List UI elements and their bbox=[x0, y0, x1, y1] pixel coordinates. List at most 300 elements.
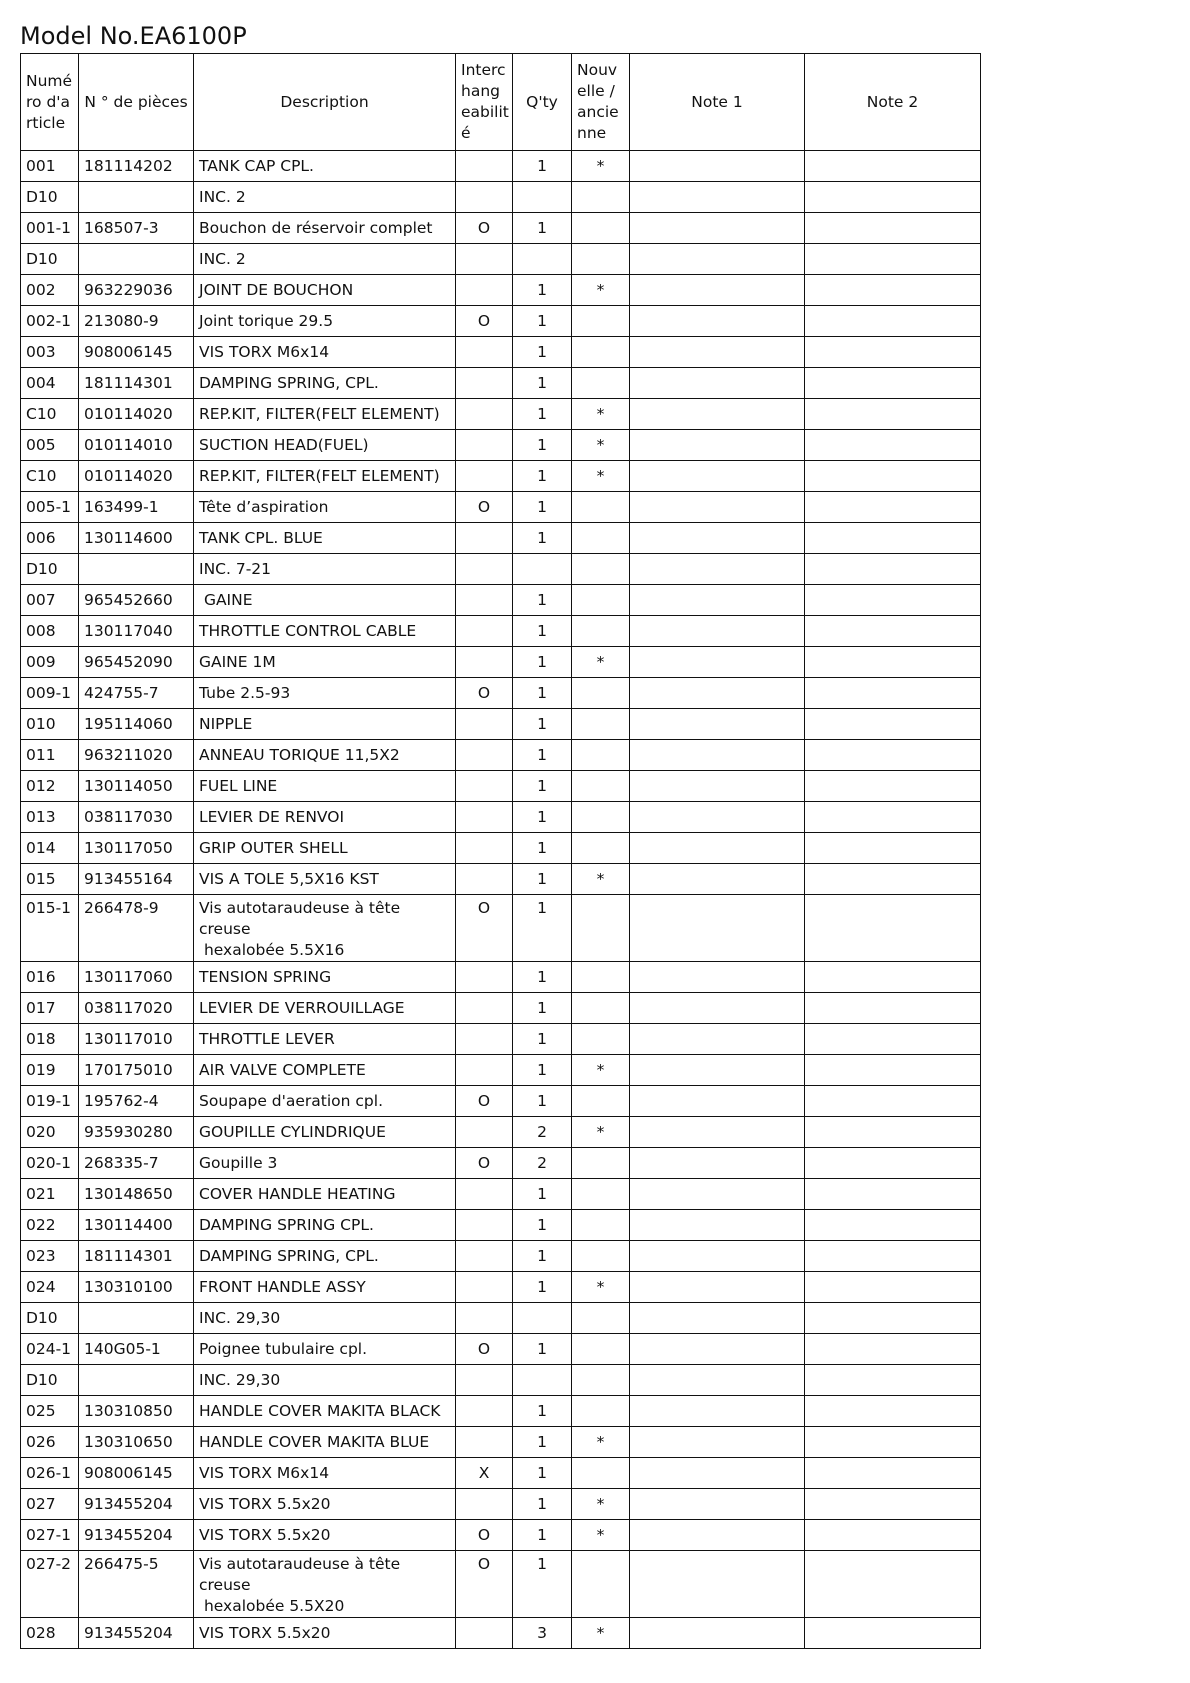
table-row bbox=[21, 1458, 981, 1489]
cell-description: REP.KIT, FILTER(FELT ELEMENT) bbox=[194, 399, 456, 430]
cell-part-no: 130310850 bbox=[79, 1396, 194, 1427]
cell-note2 bbox=[805, 1024, 981, 1055]
cell-note1 bbox=[630, 244, 805, 275]
cell-interchangeability bbox=[456, 1427, 513, 1458]
page-title: Model No.EA6100P bbox=[20, 22, 247, 50]
cell-note1 bbox=[630, 368, 805, 399]
cell-note1 bbox=[630, 337, 805, 368]
cell-note2 bbox=[805, 771, 981, 802]
cell-description: DAMPING SPRING, CPL. bbox=[194, 368, 456, 399]
cell-new-old: * bbox=[572, 647, 630, 678]
cell-part-no: 908006145 bbox=[79, 337, 194, 368]
cell-new-old bbox=[572, 771, 630, 802]
table-row bbox=[21, 962, 981, 993]
cell-interchangeability bbox=[456, 709, 513, 740]
cell-note1 bbox=[630, 833, 805, 864]
cell-note2 bbox=[805, 368, 981, 399]
cell-note2 bbox=[805, 1272, 981, 1303]
cell-interchangeability bbox=[456, 993, 513, 1024]
cell-part-no: 130148650 bbox=[79, 1179, 194, 1210]
cell-part-no: 908006145 bbox=[79, 1458, 194, 1489]
parts-table bbox=[20, 53, 981, 1649]
cell-note1 bbox=[630, 802, 805, 833]
cell-note2 bbox=[805, 616, 981, 647]
cell-qty: 1 bbox=[513, 492, 572, 523]
cell-note2 bbox=[805, 864, 981, 895]
table-row bbox=[21, 182, 981, 213]
table-row bbox=[21, 275, 981, 306]
cell-description: VIS TORX 5.5x20 bbox=[194, 1489, 456, 1520]
cell-item-no: 002 bbox=[21, 275, 79, 306]
cell-new-old bbox=[572, 616, 630, 647]
cell-interchangeability: O bbox=[456, 1086, 513, 1117]
cell-part-no: 130114050 bbox=[79, 771, 194, 802]
cell-note1 bbox=[630, 1241, 805, 1272]
table-row bbox=[21, 709, 981, 740]
cell-interchangeability bbox=[456, 1396, 513, 1427]
table-row bbox=[21, 1489, 981, 1520]
cell-qty: 1 bbox=[513, 306, 572, 337]
cell-part-no: 163499-1 bbox=[79, 492, 194, 523]
cell-interchangeability bbox=[456, 864, 513, 895]
cell-note1 bbox=[630, 1520, 805, 1551]
cell-description: GAINE 1M bbox=[194, 647, 456, 678]
cell-item-no: 012 bbox=[21, 771, 79, 802]
table-row bbox=[21, 461, 981, 492]
cell-qty: 1 bbox=[513, 740, 572, 771]
cell-description: SUCTION HEAD(FUEL) bbox=[194, 430, 456, 461]
cell-qty: 1 bbox=[513, 213, 572, 244]
cell-interchangeability bbox=[456, 151, 513, 182]
cell-note2 bbox=[805, 802, 981, 833]
cell-item-no: 022 bbox=[21, 1210, 79, 1241]
cell-new-old: * bbox=[572, 1489, 630, 1520]
cell-description: THROTTLE CONTROL CABLE bbox=[194, 616, 456, 647]
cell-qty: 1 bbox=[513, 1210, 572, 1241]
cell-note1 bbox=[630, 1365, 805, 1396]
cell-interchangeability bbox=[456, 244, 513, 275]
cell-note1 bbox=[630, 993, 805, 1024]
cell-item-no: 017 bbox=[21, 993, 79, 1024]
cell-description: INC. 2 bbox=[194, 182, 456, 213]
cell-note2 bbox=[805, 833, 981, 864]
table-row bbox=[21, 864, 981, 895]
cell-interchangeability bbox=[456, 802, 513, 833]
cell-item-no: 008 bbox=[21, 616, 79, 647]
cell-part-no: 266475-5 bbox=[79, 1551, 194, 1618]
cell-note2 bbox=[805, 740, 981, 771]
cell-part-no: 130114400 bbox=[79, 1210, 194, 1241]
cell-interchangeability: O bbox=[456, 1520, 513, 1551]
cell-new-old: * bbox=[572, 430, 630, 461]
cell-note2 bbox=[805, 1303, 981, 1334]
table-row bbox=[21, 213, 981, 244]
cell-note1 bbox=[630, 1086, 805, 1117]
table-row bbox=[21, 1086, 981, 1117]
cell-description: TENSION SPRING bbox=[194, 962, 456, 993]
cell-qty: 1 bbox=[513, 1024, 572, 1055]
cell-qty: 1 bbox=[513, 1272, 572, 1303]
cell-interchangeability bbox=[456, 771, 513, 802]
cell-qty: 1 bbox=[513, 1458, 572, 1489]
cell-note1 bbox=[630, 616, 805, 647]
cell-note2 bbox=[805, 461, 981, 492]
cell-qty bbox=[513, 1365, 572, 1396]
cell-note1 bbox=[630, 182, 805, 213]
cell-description: REP.KIT, FILTER(FELT ELEMENT) bbox=[194, 461, 456, 492]
cell-qty: 1 bbox=[513, 1179, 572, 1210]
cell-item-no: D10 bbox=[21, 1365, 79, 1396]
cell-part-no: 213080-9 bbox=[79, 306, 194, 337]
table-row bbox=[21, 1055, 981, 1086]
cell-part-no: 913455204 bbox=[79, 1489, 194, 1520]
cell-item-no: 014 bbox=[21, 833, 79, 864]
cell-part-no: 130310650 bbox=[79, 1427, 194, 1458]
cell-item-no: 011 bbox=[21, 740, 79, 771]
cell-item-no: 003 bbox=[21, 337, 79, 368]
cell-qty: 1 bbox=[513, 1427, 572, 1458]
cell-item-no: 001-1 bbox=[21, 213, 79, 244]
cell-note2 bbox=[805, 1396, 981, 1427]
cell-part-no: 935930280 bbox=[79, 1117, 194, 1148]
cell-qty: 1 bbox=[513, 864, 572, 895]
cell-new-old bbox=[572, 182, 630, 213]
cell-part-no: 130117010 bbox=[79, 1024, 194, 1055]
cell-item-no: C10 bbox=[21, 461, 79, 492]
cell-qty: 1 bbox=[513, 399, 572, 430]
cell-note1 bbox=[630, 213, 805, 244]
cell-part-no: 963229036 bbox=[79, 275, 194, 306]
col-header-part-no: N ° de pièces bbox=[79, 54, 194, 151]
cell-new-old bbox=[572, 1334, 630, 1365]
cell-qty: 1 bbox=[513, 678, 572, 709]
cell-new-old bbox=[572, 1148, 630, 1179]
cell-new-old bbox=[572, 585, 630, 616]
table-row bbox=[21, 802, 981, 833]
cell-item-no: 027 bbox=[21, 1489, 79, 1520]
table-row bbox=[21, 678, 981, 709]
table-row bbox=[21, 1210, 981, 1241]
cell-interchangeability bbox=[456, 1365, 513, 1396]
cell-note1 bbox=[630, 678, 805, 709]
table-row bbox=[21, 993, 981, 1024]
cell-note1 bbox=[630, 1210, 805, 1241]
cell-part-no: 168507-3 bbox=[79, 213, 194, 244]
cell-new-old bbox=[572, 492, 630, 523]
cell-note1 bbox=[630, 1489, 805, 1520]
col-header-note1: Note 1 bbox=[630, 54, 805, 151]
cell-interchangeability bbox=[456, 461, 513, 492]
table-row bbox=[21, 1551, 981, 1618]
cell-description: INC. 29,30 bbox=[194, 1365, 456, 1396]
table-row bbox=[21, 1396, 981, 1427]
cell-note1 bbox=[630, 1618, 805, 1649]
table-row bbox=[21, 616, 981, 647]
parts-body bbox=[21, 151, 981, 1649]
col-header-interchangeability: Interc hang eabilit é bbox=[456, 54, 513, 151]
cell-description: Soupape d'aeration cpl. bbox=[194, 1086, 456, 1117]
cell-interchangeability bbox=[456, 833, 513, 864]
cell-new-old bbox=[572, 993, 630, 1024]
cell-note1 bbox=[630, 771, 805, 802]
cell-qty: 1 bbox=[513, 771, 572, 802]
cell-new-old bbox=[572, 709, 630, 740]
col-header-item-no: Numé ro d'a rticle bbox=[21, 54, 79, 151]
cell-new-old bbox=[572, 1396, 630, 1427]
cell-new-old: * bbox=[572, 1520, 630, 1551]
cell-note2 bbox=[805, 1210, 981, 1241]
cell-note2 bbox=[805, 1241, 981, 1272]
table-row bbox=[21, 1618, 981, 1649]
cell-qty: 1 bbox=[513, 275, 572, 306]
cell-note2 bbox=[805, 244, 981, 275]
cell-qty: 1 bbox=[513, 616, 572, 647]
cell-description: FUEL LINE bbox=[194, 771, 456, 802]
cell-interchangeability bbox=[456, 962, 513, 993]
cell-note2 bbox=[805, 430, 981, 461]
cell-interchangeability: O bbox=[456, 895, 513, 962]
cell-description: COVER HANDLE HEATING bbox=[194, 1179, 456, 1210]
cell-note1 bbox=[630, 709, 805, 740]
cell-interchangeability: O bbox=[456, 1334, 513, 1365]
cell-item-no: 013 bbox=[21, 802, 79, 833]
cell-item-no: 015 bbox=[21, 864, 79, 895]
cell-qty: 1 bbox=[513, 585, 572, 616]
cell-item-no: 016 bbox=[21, 962, 79, 993]
cell-note1 bbox=[630, 554, 805, 585]
cell-new-old: * bbox=[572, 1618, 630, 1649]
cell-part-no: 424755-7 bbox=[79, 678, 194, 709]
cell-item-no: 018 bbox=[21, 1024, 79, 1055]
cell-new-old bbox=[572, 1024, 630, 1055]
cell-qty: 1 bbox=[513, 1241, 572, 1272]
table-row bbox=[21, 740, 981, 771]
cell-item-no: 027-2 bbox=[21, 1551, 79, 1618]
cell-item-no: 023 bbox=[21, 1241, 79, 1272]
table-row bbox=[21, 1148, 981, 1179]
cell-item-no: C10 bbox=[21, 399, 79, 430]
cell-new-old bbox=[572, 306, 630, 337]
cell-new-old bbox=[572, 833, 630, 864]
cell-part-no: 130117040 bbox=[79, 616, 194, 647]
cell-description: VIS TORX 5.5x20 bbox=[194, 1520, 456, 1551]
table-row bbox=[21, 833, 981, 864]
cell-description: GRIP OUTER SHELL bbox=[194, 833, 456, 864]
cell-part-no: 130310100 bbox=[79, 1272, 194, 1303]
cell-item-no: 026-1 bbox=[21, 1458, 79, 1489]
cell-part-no bbox=[79, 554, 194, 585]
cell-qty: 1 bbox=[513, 647, 572, 678]
cell-description: THROTTLE LEVER bbox=[194, 1024, 456, 1055]
cell-note2 bbox=[805, 1117, 981, 1148]
cell-new-old bbox=[572, 802, 630, 833]
cell-description: Goupille 3 bbox=[194, 1148, 456, 1179]
cell-note1 bbox=[630, 1396, 805, 1427]
cell-interchangeability bbox=[456, 275, 513, 306]
table-row bbox=[21, 244, 981, 275]
cell-qty bbox=[513, 1303, 572, 1334]
table-row bbox=[21, 399, 981, 430]
table-row bbox=[21, 1241, 981, 1272]
cell-description: AIR VALVE COMPLETE bbox=[194, 1055, 456, 1086]
cell-note2 bbox=[805, 962, 981, 993]
cell-note1 bbox=[630, 1272, 805, 1303]
cell-new-old bbox=[572, 1365, 630, 1396]
cell-interchangeability: O bbox=[456, 492, 513, 523]
table-row bbox=[21, 306, 981, 337]
cell-note1 bbox=[630, 492, 805, 523]
table-row bbox=[21, 1520, 981, 1551]
cell-interchangeability: O bbox=[456, 678, 513, 709]
cell-new-old bbox=[572, 1179, 630, 1210]
cell-description: Vis autotaraudeuse à tête creuse hexalobée 5.5X20 bbox=[194, 1551, 456, 1618]
cell-note2 bbox=[805, 151, 981, 182]
cell-note1 bbox=[630, 1427, 805, 1458]
cell-description: ANNEAU TORIQUE 11,5X2 bbox=[194, 740, 456, 771]
cell-new-old bbox=[572, 1551, 630, 1618]
cell-interchangeability bbox=[456, 1117, 513, 1148]
cell-new-old bbox=[572, 523, 630, 554]
cell-item-no: D10 bbox=[21, 1303, 79, 1334]
cell-part-no: 963211020 bbox=[79, 740, 194, 771]
cell-new-old: * bbox=[572, 1117, 630, 1148]
cell-part-no: 181114301 bbox=[79, 1241, 194, 1272]
cell-part-no: 130117060 bbox=[79, 962, 194, 993]
cell-interchangeability bbox=[456, 368, 513, 399]
cell-part-no bbox=[79, 244, 194, 275]
cell-new-old: * bbox=[572, 1055, 630, 1086]
cell-item-no: 010 bbox=[21, 709, 79, 740]
cell-qty: 1 bbox=[513, 1551, 572, 1618]
cell-item-no: 002-1 bbox=[21, 306, 79, 337]
cell-qty: 1 bbox=[513, 523, 572, 554]
table-row bbox=[21, 1303, 981, 1334]
cell-qty: 1 bbox=[513, 1334, 572, 1365]
cell-description: Poignee tubulaire cpl. bbox=[194, 1334, 456, 1365]
cell-part-no: 965452660 bbox=[79, 585, 194, 616]
cell-part-no: 266478-9 bbox=[79, 895, 194, 962]
cell-note1 bbox=[630, 1024, 805, 1055]
cell-note2 bbox=[805, 678, 981, 709]
table-row bbox=[21, 1179, 981, 1210]
cell-qty: 1 bbox=[513, 368, 572, 399]
cell-part-no: 913455164 bbox=[79, 864, 194, 895]
cell-note1 bbox=[630, 895, 805, 962]
cell-note2 bbox=[805, 1148, 981, 1179]
cell-note1 bbox=[630, 740, 805, 771]
cell-interchangeability bbox=[456, 523, 513, 554]
cell-description: INC. 29,30 bbox=[194, 1303, 456, 1334]
table-row bbox=[21, 1365, 981, 1396]
cell-description: DAMPING SPRING, CPL. bbox=[194, 1241, 456, 1272]
cell-description: TANK CPL. BLUE bbox=[194, 523, 456, 554]
cell-qty: 1 bbox=[513, 993, 572, 1024]
cell-note1 bbox=[630, 430, 805, 461]
cell-interchangeability bbox=[456, 1179, 513, 1210]
cell-new-old bbox=[572, 244, 630, 275]
cell-qty: 1 bbox=[513, 1396, 572, 1427]
cell-note1 bbox=[630, 1055, 805, 1086]
cell-new-old bbox=[572, 368, 630, 399]
cell-item-no: 026 bbox=[21, 1427, 79, 1458]
cell-description: HANDLE COVER MAKITA BLACK bbox=[194, 1396, 456, 1427]
cell-note1 bbox=[630, 1334, 805, 1365]
cell-new-old bbox=[572, 1210, 630, 1241]
cell-item-no: 024 bbox=[21, 1272, 79, 1303]
cell-item-no: 009 bbox=[21, 647, 79, 678]
cell-part-no: 965452090 bbox=[79, 647, 194, 678]
cell-interchangeability: O bbox=[456, 1551, 513, 1618]
table-row bbox=[21, 1334, 981, 1365]
cell-note2 bbox=[805, 1365, 981, 1396]
cell-new-old bbox=[572, 1458, 630, 1489]
cell-qty: 1 bbox=[513, 430, 572, 461]
table-row bbox=[21, 523, 981, 554]
cell-note2 bbox=[805, 306, 981, 337]
cell-description: Joint torique 29.5 bbox=[194, 306, 456, 337]
cell-note2 bbox=[805, 275, 981, 306]
cell-description: GOUPILLE CYLINDRIQUE bbox=[194, 1117, 456, 1148]
cell-part-no: 195114060 bbox=[79, 709, 194, 740]
cell-note1 bbox=[630, 585, 805, 616]
cell-description: Bouchon de réservoir complet bbox=[194, 213, 456, 244]
table-row bbox=[21, 1427, 981, 1458]
cell-qty: 1 bbox=[513, 1055, 572, 1086]
cell-interchangeability: O bbox=[456, 1148, 513, 1179]
cell-interchangeability bbox=[456, 616, 513, 647]
cell-part-no: 140G05-1 bbox=[79, 1334, 194, 1365]
table-row bbox=[21, 151, 981, 182]
cell-interchangeability: X bbox=[456, 1458, 513, 1489]
cell-note2 bbox=[805, 1458, 981, 1489]
cell-note2 bbox=[805, 1618, 981, 1649]
cell-note2 bbox=[805, 585, 981, 616]
cell-item-no: 028 bbox=[21, 1618, 79, 1649]
cell-qty: 2 bbox=[513, 1148, 572, 1179]
cell-description: GAINE bbox=[194, 585, 456, 616]
cell-qty: 2 bbox=[513, 1117, 572, 1148]
cell-note2 bbox=[805, 993, 981, 1024]
cell-part-no bbox=[79, 1303, 194, 1334]
cell-note1 bbox=[630, 1551, 805, 1618]
header-row bbox=[21, 54, 981, 151]
cell-part-no: 010114020 bbox=[79, 461, 194, 492]
cell-part-no: 130117050 bbox=[79, 833, 194, 864]
cell-note2 bbox=[805, 492, 981, 523]
table-row bbox=[21, 895, 981, 962]
cell-item-no: 007 bbox=[21, 585, 79, 616]
cell-qty: 1 bbox=[513, 461, 572, 492]
cell-description: VIS TORX M6x14 bbox=[194, 337, 456, 368]
cell-note2 bbox=[805, 1551, 981, 1618]
cell-interchangeability bbox=[456, 647, 513, 678]
cell-part-no bbox=[79, 1365, 194, 1396]
cell-new-old bbox=[572, 1241, 630, 1272]
cell-note2 bbox=[805, 1334, 981, 1365]
cell-note2 bbox=[805, 895, 981, 962]
cell-note2 bbox=[805, 1489, 981, 1520]
cell-item-no: 019-1 bbox=[21, 1086, 79, 1117]
cell-item-no: 020-1 bbox=[21, 1148, 79, 1179]
cell-note2 bbox=[805, 1055, 981, 1086]
col-header-qty: Q'ty bbox=[513, 54, 572, 151]
table-row bbox=[21, 554, 981, 585]
cell-interchangeability bbox=[456, 1241, 513, 1272]
cell-description: INC. 7-21 bbox=[194, 554, 456, 585]
cell-note1 bbox=[630, 1179, 805, 1210]
cell-item-no: 027-1 bbox=[21, 1520, 79, 1551]
cell-note1 bbox=[630, 1148, 805, 1179]
